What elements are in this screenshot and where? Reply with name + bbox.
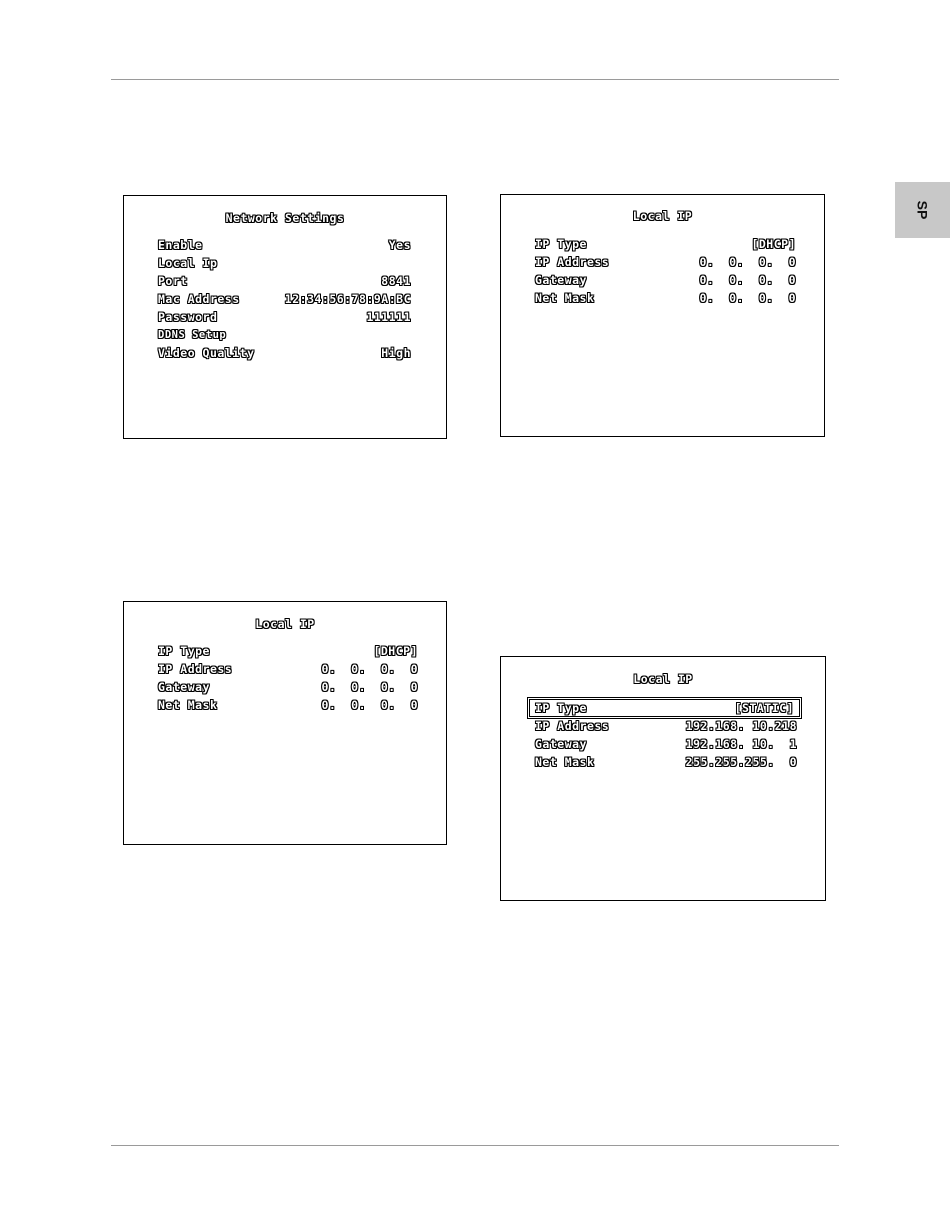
header-rule [111, 79, 839, 80]
menu-row-ip-type[interactable] [535, 236, 796, 252]
row-value: 0. 0. 0. 0 [699, 291, 796, 305]
network-settings-screen [123, 195, 447, 439]
menu-row-enable[interactable] [158, 237, 411, 253]
row-label: Port [158, 274, 188, 288]
local-ip-screen-dhcp-b [123, 601, 447, 845]
menu-row-ddns-setup[interactable] [158, 327, 411, 343]
menu-row-gateway[interactable] [158, 679, 418, 695]
local-ip-screen-static [500, 656, 826, 901]
row-label: Mac Address [158, 292, 240, 306]
screen-title: Local IP [632, 209, 693, 223]
row-value: 8841 [381, 274, 411, 288]
row-label: Enable [158, 238, 203, 252]
menu-row-video-quality[interactable] [158, 345, 411, 361]
menu-row-net-mask[interactable] [535, 290, 796, 306]
row-value: 192.168. 10. 1 [685, 737, 797, 751]
menu-row-ip-type[interactable] [158, 643, 418, 659]
menu-row-gateway[interactable] [535, 272, 796, 288]
row-label: Video Quality [158, 346, 255, 360]
row-value: 0. 0. 0. 0 [321, 662, 418, 676]
row-value: 0. 0. 0. 0 [321, 698, 418, 712]
menu-row-local-ip[interactable] [158, 255, 411, 271]
menu-row-password[interactable] [158, 309, 411, 325]
menu-row-net-mask[interactable] [535, 754, 797, 770]
row-value: High [381, 346, 411, 360]
row-label: DDNS Setup [158, 329, 227, 341]
row-label: IP Address [535, 719, 610, 733]
row-value: 0. 0. 0. 0 [699, 255, 796, 269]
menu-row-ip-address[interactable] [158, 661, 418, 677]
row-label: Gateway [535, 273, 587, 287]
language-tab [895, 182, 950, 238]
screen-title: Local IP [255, 617, 315, 631]
menu-row-ip-type-selected[interactable] [530, 700, 799, 716]
menu-row-mac-address[interactable] [158, 291, 411, 307]
row-value: [DHCP] [373, 644, 418, 658]
language-tab-label: SP [914, 200, 931, 220]
row-label: Password [158, 310, 218, 324]
row-value: 12:34:56:78:9A:BC [284, 292, 411, 306]
screen-title: Network Settings [225, 211, 345, 225]
menu-row-net-mask[interactable] [158, 697, 418, 713]
row-value: [DHCP] [751, 237, 796, 251]
menu-row-gateway[interactable] [535, 736, 797, 752]
menu-row-port[interactable] [158, 273, 411, 289]
row-label: Net Mask [158, 698, 218, 712]
row-label: IP Type [535, 237, 587, 251]
row-value: 0. 0. 0. 0 [321, 680, 418, 694]
row-value: 0. 0. 0. 0 [699, 273, 796, 287]
menu-row-ip-address[interactable] [535, 718, 797, 734]
row-value: 192.168. 10.218 [685, 719, 797, 733]
row-label: IP Address [535, 255, 610, 269]
row-label: Gateway [535, 737, 587, 751]
row-label: IP Type [535, 701, 587, 715]
row-value: Yes [388, 238, 411, 252]
row-label: Gateway [158, 680, 210, 694]
local-ip-screen-dhcp-a [500, 194, 825, 437]
row-value: 255.255.255. 0 [685, 755, 797, 769]
row-label: IP Type [158, 644, 210, 658]
row-label: Net Mask [535, 291, 595, 305]
menu-row-ip-address[interactable] [535, 254, 796, 270]
footer-rule [111, 1145, 839, 1146]
row-label: IP Address [158, 662, 233, 676]
row-label: Local Ip [158, 256, 218, 270]
row-value: 111111 [366, 310, 411, 324]
row-label: Net Mask [535, 755, 595, 769]
row-value: [STATIC] [734, 701, 794, 715]
screen-title: Local IP [633, 672, 693, 686]
